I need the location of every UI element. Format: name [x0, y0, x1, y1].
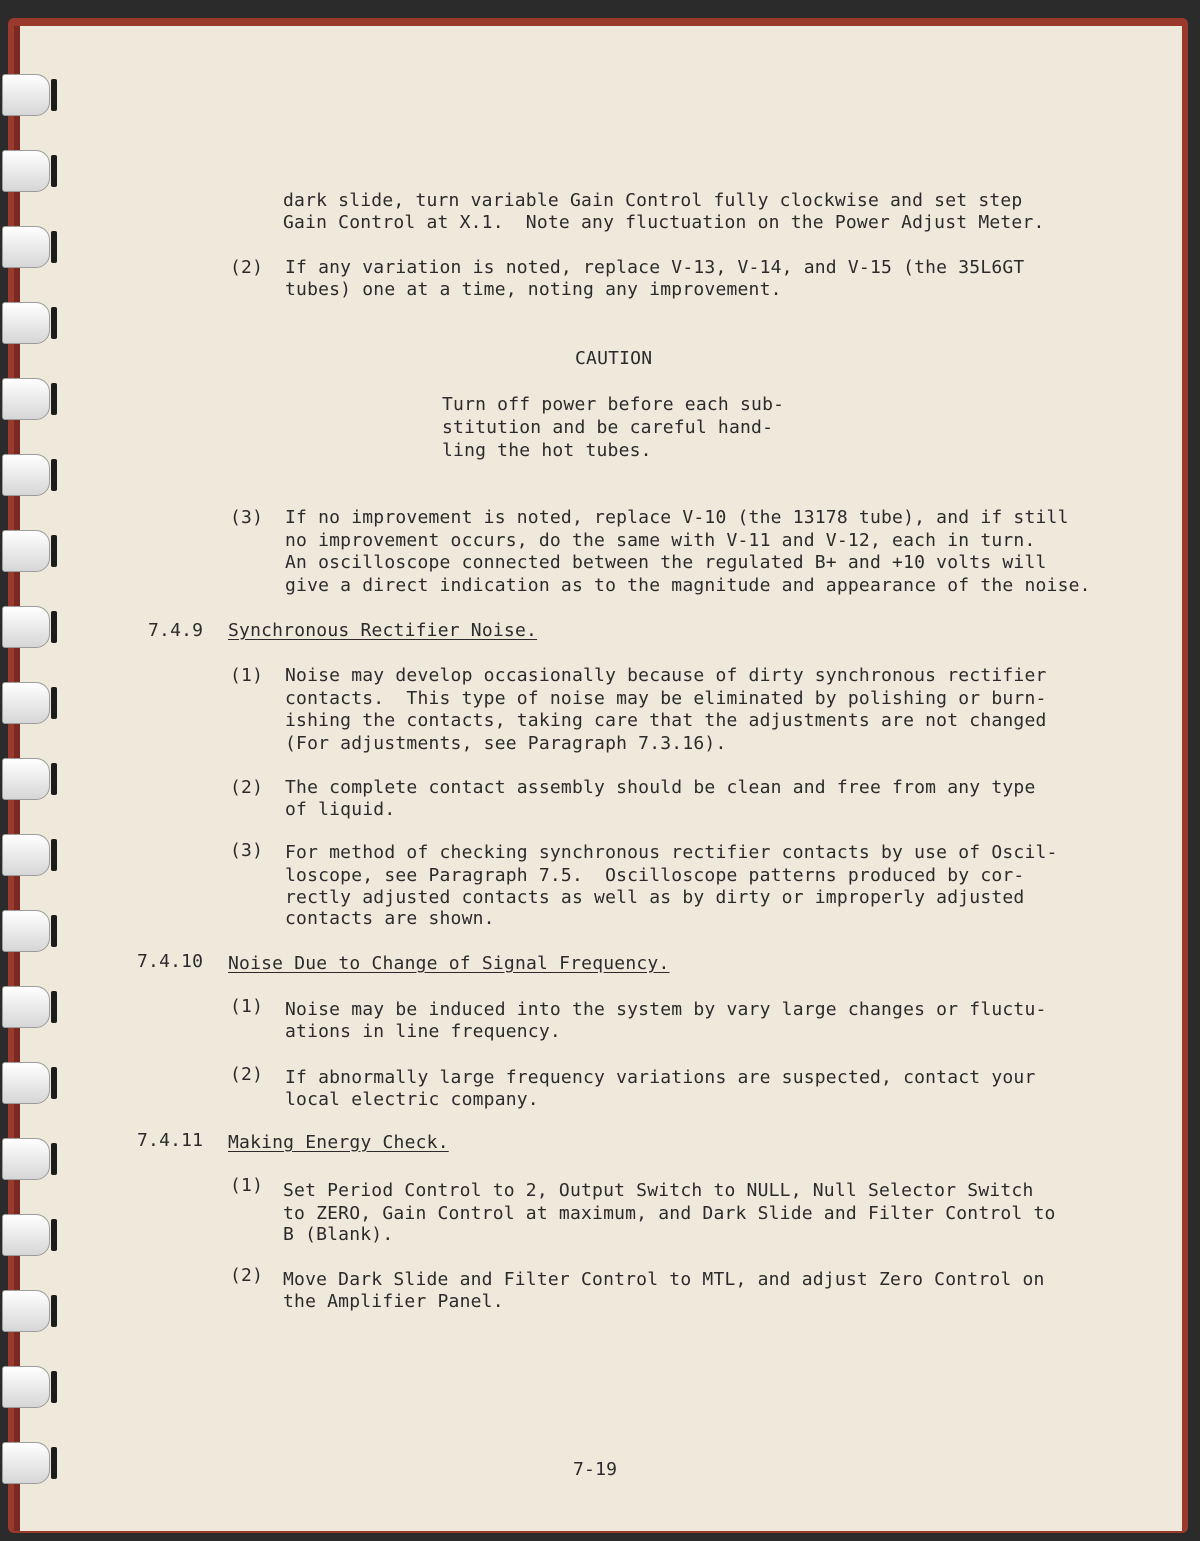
section-number: 7.4.9: [148, 620, 204, 641]
binding-ring: [2, 834, 50, 876]
body-text-line: ishing the contacts, taking care that the adjustments are not changed: [285, 710, 1047, 731]
body-text-line: rectly adjusted contacts as well as by dirty or improperly adjusted: [285, 887, 1025, 908]
caution-text-line: Turn off power before each sub-: [442, 394, 785, 415]
section-heading: Noise Due to Change of Signal Frequency.: [228, 953, 670, 974]
item-number: (2): [230, 1064, 264, 1085]
body-text-line: The complete contact assembly should be clean and free from any type: [285, 777, 1036, 798]
body-text-line: B (Blank).: [283, 1224, 394, 1245]
binding-ring: [2, 1290, 50, 1332]
binding-ring: [2, 530, 50, 572]
body-text-line: Set Period Control to 2, Output Switch to NULL, Null Selector Switch: [283, 1180, 1034, 1201]
body-text-line: contacts. This type of noise may be eliminated by polishing or burn-: [285, 688, 1047, 709]
body-text-line: Noise may develop occasionally because of dirty synchronous rectifier: [285, 665, 1047, 686]
binding-ring: [2, 150, 50, 192]
body-text-line: no improvement occurs, do the same with V-11 and V-12, each in turn.: [285, 530, 1036, 551]
caution-text-line: ling the hot tubes.: [442, 440, 652, 461]
body-text-line: dark slide, turn variable Gain Control fully clockwise and set step: [283, 190, 1023, 211]
binding-ring: [2, 302, 50, 344]
body-text-line: Noise may be induced into the system by vary large changes or fluctu-: [285, 999, 1047, 1020]
page-number: 7-19: [573, 1459, 618, 1480]
body-text-line: local electric company.: [285, 1089, 539, 1110]
binding-ring: [2, 1138, 50, 1180]
body-text-line: For method of checking synchronous rectifier contacts by use of Oscil-: [285, 842, 1058, 863]
section-heading: Synchronous Rectifier Noise.: [228, 620, 538, 641]
binding-ring: [2, 1442, 50, 1484]
section-number: 7.4.10: [137, 951, 204, 972]
item-number: (1): [230, 1175, 264, 1196]
binding-ring: [2, 378, 50, 420]
item-number: (2): [230, 1265, 264, 1286]
binding-ring: [2, 910, 50, 952]
item-number: (1): [230, 665, 264, 686]
caution-title: CAUTION: [575, 348, 653, 369]
binding-ring: [2, 1214, 50, 1256]
body-text-line: Gain Control at X.1. Note any fluctuation on the Power Adjust Meter.: [283, 212, 1045, 233]
binding-ring: [2, 682, 50, 724]
item-number: (1): [230, 996, 264, 1017]
body-text-line: the Amplifier Panel.: [283, 1291, 504, 1312]
item-number: (2): [230, 777, 264, 798]
binding-ring: [2, 1366, 50, 1408]
body-text-line: If any variation is noted, replace V-13, V-14, and V-15 (the 35L6GT: [285, 257, 1025, 278]
body-text-line: tubes) one at a time, noting any improvement.: [285, 279, 782, 300]
binding-ring: [2, 226, 50, 268]
item-number: (2): [230, 257, 264, 278]
binding-ring: [2, 758, 50, 800]
body-text-line: contacts are shown.: [285, 908, 495, 929]
section-number: 7.4.11: [137, 1130, 204, 1151]
body-text-line: to ZERO, Gain Control at maximum, and Dark Slide and Filter Control to: [283, 1203, 1056, 1224]
body-text-line: If no improvement is noted, replace V-10 (the 13178 tube), and if still: [285, 507, 1069, 528]
item-number: (3): [230, 840, 264, 861]
body-text-line: (For adjustments, see Paragraph 7.3.16).: [285, 733, 727, 754]
binding-ring: [2, 74, 50, 116]
body-text-line: An oscilloscope connected between the regulated B+ and +10 volts will: [285, 552, 1047, 573]
spiral-binding: [0, 0, 70, 1541]
section-heading: Making Energy Check.: [228, 1132, 449, 1153]
caution-text-line: stitution and be careful hand-: [442, 417, 774, 438]
binding-ring: [2, 1062, 50, 1104]
binding-ring: [2, 606, 50, 648]
item-number: (3): [230, 507, 264, 528]
binding-ring: [2, 454, 50, 496]
body-text-line: of liquid.: [285, 799, 396, 820]
body-text-line: loscope, see Paragraph 7.5. Oscilloscope patterns produced by cor-: [285, 865, 1025, 886]
body-text-line: give a direct indication as to the magnitude and appearance of the noise.: [285, 575, 1091, 596]
body-text-line: If abnormally large frequency variations are suspected, contact your: [285, 1067, 1036, 1088]
binding-ring: [2, 986, 50, 1028]
body-text-line: Move Dark Slide and Filter Control to MTL, and adjust Zero Control on: [283, 1269, 1045, 1290]
body-text-line: ations in line frequency.: [285, 1021, 561, 1042]
